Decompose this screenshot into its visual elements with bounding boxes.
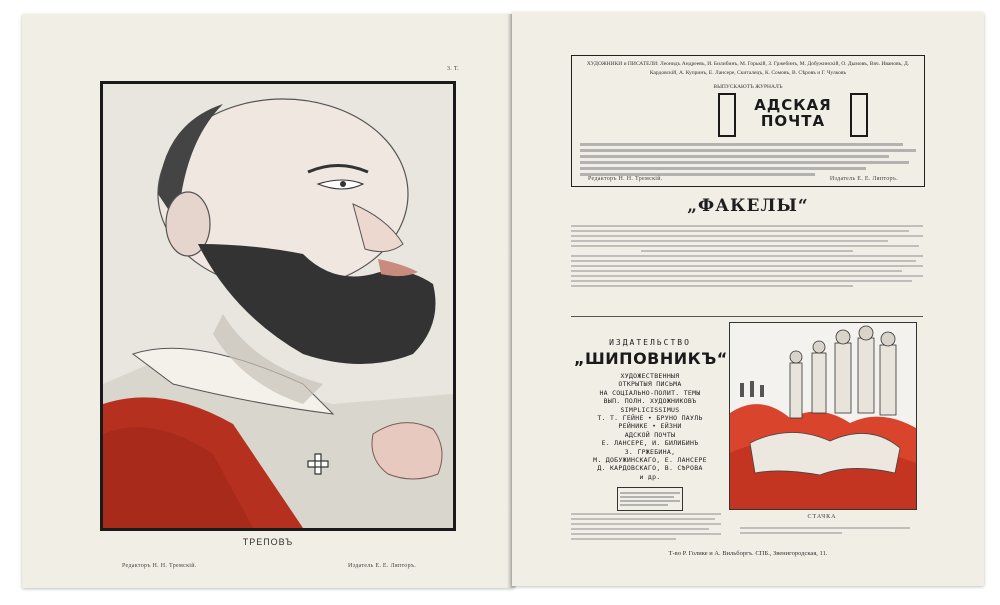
portrait-illustration — [103, 84, 453, 528]
strike-illustration — [729, 322, 917, 510]
logo-frame-left — [718, 93, 736, 137]
fakely-title: „ФАКЕЛЫ“ — [687, 196, 809, 216]
shipovnik-item: Т. Т. ГЕЙНЕ • БРУНО ПАУЛЬ — [597, 414, 703, 423]
shipovnik-item: М. ДОБУЖИНСКАГО, Е. ЛАНСЕРЕ — [593, 456, 707, 465]
ad-publishes-label: ВЫПУСКАЮТЪ ЖУРНАЛЪ — [713, 84, 783, 90]
shipovnik-item: ХУДОЖЕСТВЕННЫЯ — [620, 372, 680, 380]
ad-authors: ХУДОЖНИКИ и ПИСАТЕЛИ: Леонидъ Андреевъ, И. Билибинъ, М. Горькій, З. Гржебинъ, М. Добужинскій, О. Дымовъ, Вяч. Ивановъ, Д. Кардовскій, А. Купринъ, Е. Лансере, Скиталецъ, К. Сомовъ, В. Сѣровъ и Г. Чулковъ — [586, 61, 910, 76]
illustration-quote — [740, 524, 910, 537]
page-number: 3. Т. — [447, 66, 460, 72]
section-divider — [571, 316, 923, 317]
fakely-text — [571, 222, 923, 290]
shipovnik-item: НА СОЦІАЛЬНО-ПОЛИТ. ТЕМЫ — [599, 388, 701, 397]
shipovnik-item: ВЫП. ПОЛН. ХУДОЖНИКОВЪ — [603, 397, 697, 406]
shipovnik-item: ОТКРЫТЫЯ ПИСЬМА — [618, 380, 682, 389]
footer-editor: Редакторъ Н. Н. Тремскій. — [122, 563, 197, 569]
shipovnik-description — [571, 510, 721, 543]
printer-imprint: Т-во Р. Голике и А. Вильборгъ. СПБ., Звенигородская, 11. — [668, 550, 828, 557]
left-page — [22, 14, 514, 588]
journal-logo — [718, 93, 868, 137]
shipovnik-name: „ШИПОВНИКЪ“ — [574, 349, 728, 368]
right-page — [512, 12, 984, 586]
shipovnik-advertisement — [574, 326, 726, 506]
portrait-caption: ТРЕПОВЪ — [242, 537, 294, 547]
shipovnik-item: SIMPLICISSIMUS — [620, 405, 680, 414]
shipovnik-item: АДСКОЙ ПОЧТЫ — [624, 430, 676, 439]
ad-editor: Редакторъ Н. Н. Тремскій. — [588, 176, 663, 182]
shipovnik-item: РЕЙНИКЕ • ЕЙЗНИ — [618, 422, 682, 431]
shipovnik-item: и др. — [639, 472, 661, 481]
shipovnik-note-box — [617, 487, 683, 511]
illustration-caption: СТАЧКА — [807, 514, 837, 520]
footer-publisher: Издатель Е. Е. Ляпторъ. — [348, 563, 417, 569]
strike-scene — [730, 323, 916, 509]
logo-frame-right — [850, 93, 868, 137]
logo-line2: ПОЧТА — [760, 112, 826, 130]
ad-body-text — [580, 140, 916, 179]
shipovnik-publisher-label: ИЗДАТЕЛЬСТВО — [609, 338, 691, 347]
shipovnik-item: З. ГРЖЕБИНА, — [624, 447, 676, 456]
shipovnik-item: Д. КАРДОВСКАГО, В. СѢРОВА — [597, 464, 703, 473]
journal-advertisement — [571, 55, 925, 187]
logo-line1: АДСКАЯ — [754, 96, 832, 114]
ad-publisher: Издатель Е. Е. Ляпторъ. — [829, 176, 898, 182]
shipovnik-item: Е. ЛАНСЕРЕ, И. БИЛИБИНЪ — [601, 439, 699, 448]
caricature-portrait — [100, 81, 456, 531]
